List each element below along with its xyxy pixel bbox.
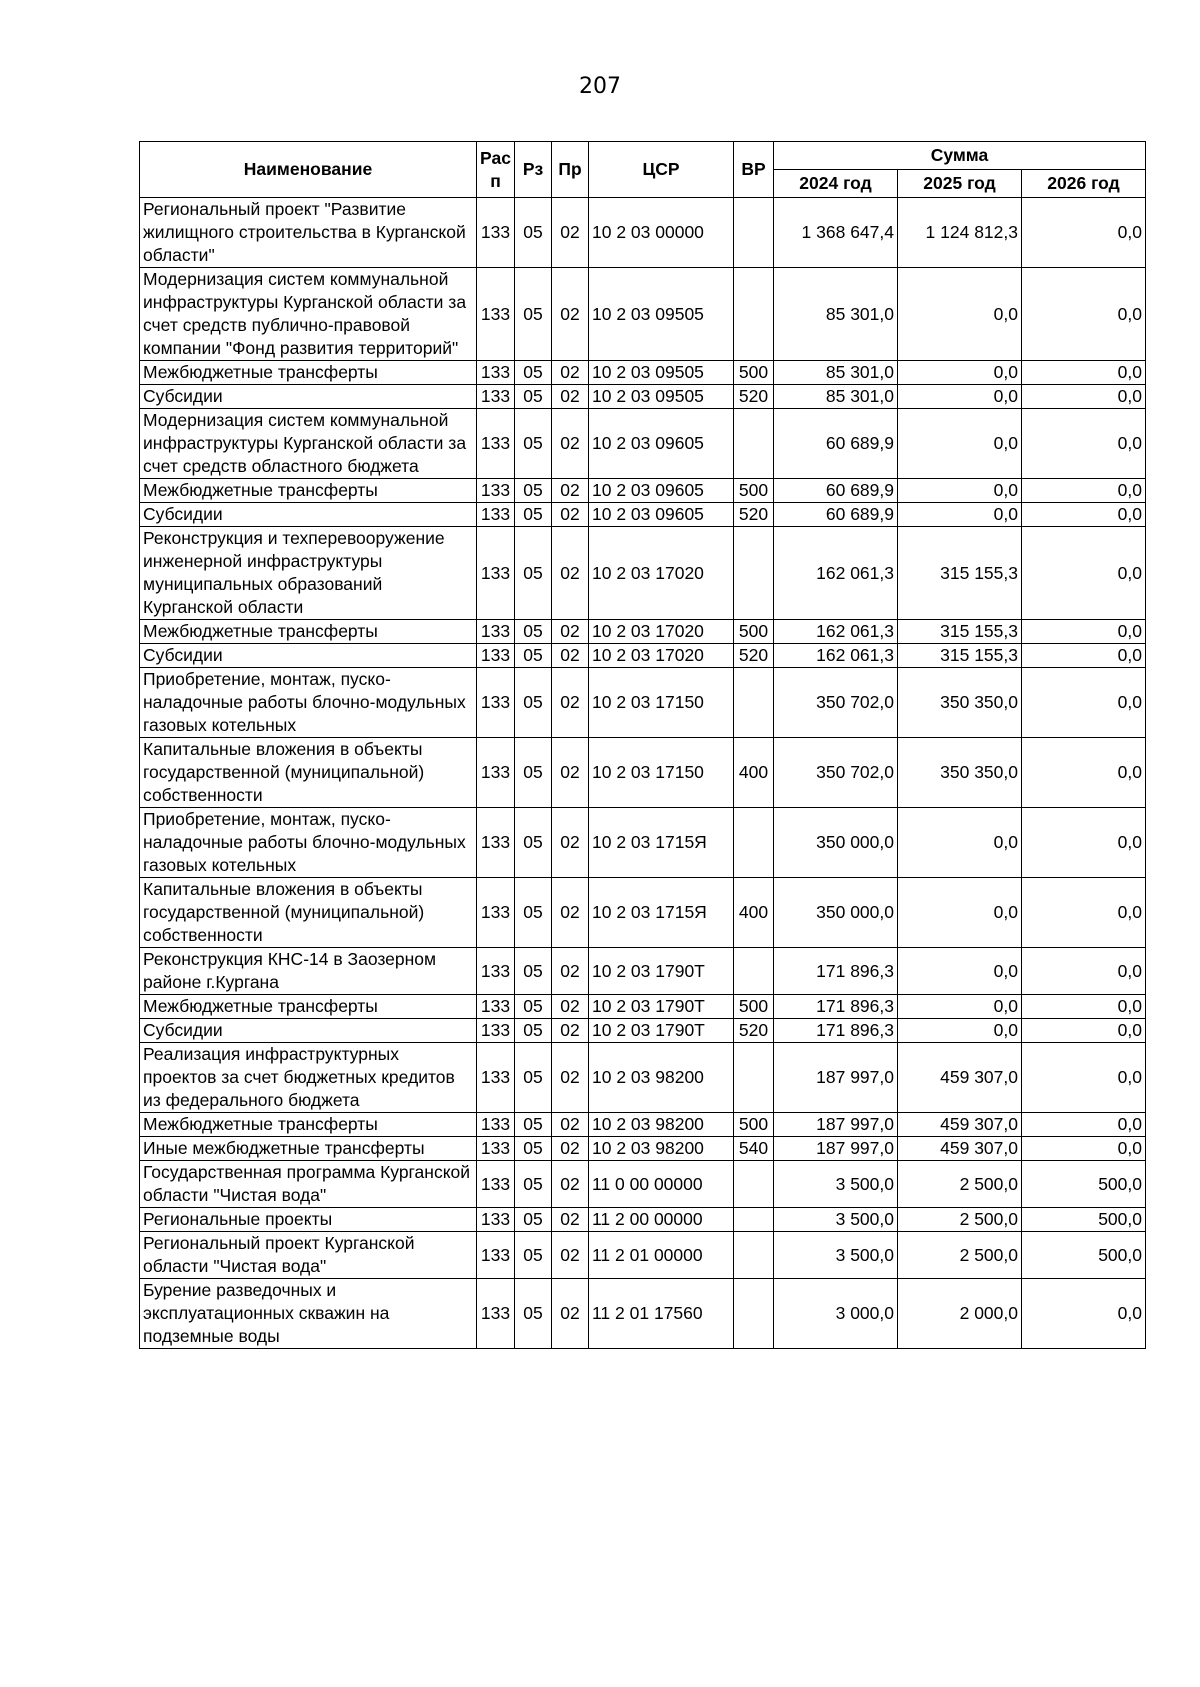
- cell-y2026: 0,0: [1022, 1019, 1146, 1043]
- cell-rz: 05: [515, 1043, 552, 1113]
- cell-csr: 10 2 03 09505: [589, 385, 734, 409]
- cell-y2026: 0,0: [1022, 1137, 1146, 1161]
- cell-vr: [734, 527, 774, 620]
- table-row: [140, 738, 1146, 808]
- cell-csr: 10 2 03 1715Я: [589, 808, 734, 878]
- cell-csr: 10 2 03 09505: [589, 268, 734, 361]
- cell-csr: 10 2 03 17020: [589, 620, 734, 644]
- cell-y2024: 1 368 647,4: [774, 198, 898, 268]
- cell-y2026: 0,0: [1022, 878, 1146, 948]
- table-row: [140, 1019, 1146, 1043]
- cell-vr: [734, 1232, 774, 1279]
- cell-rz: 05: [515, 1019, 552, 1043]
- cell-vr: 540: [734, 1137, 774, 1161]
- cell-pr: 02: [552, 1161, 589, 1208]
- cell-name: Межбюджетные трансферты: [140, 479, 477, 503]
- table-row: [140, 1043, 1146, 1113]
- cell-csr: 11 2 01 00000: [589, 1232, 734, 1279]
- cell-y2026: 500,0: [1022, 1232, 1146, 1279]
- cell-rasp: 133: [477, 1161, 515, 1208]
- cell-rasp: 133: [477, 1137, 515, 1161]
- cell-y2025: 315 155,3: [898, 620, 1022, 644]
- cell-csr: 10 2 03 09605: [589, 479, 734, 503]
- table-row: [140, 644, 1146, 668]
- cell-name: Субсидии: [140, 503, 477, 527]
- header-rasp: Рас п: [477, 142, 515, 198]
- cell-pr: 02: [552, 948, 589, 995]
- cell-name: Бурение разведочных и эксплуатационных скважин на подземные воды: [140, 1279, 477, 1349]
- table-row: [140, 1279, 1146, 1349]
- cell-rasp: 133: [477, 1043, 515, 1113]
- table-row: [140, 1113, 1146, 1137]
- cell-y2024: 3 000,0: [774, 1279, 898, 1349]
- cell-y2026: 0,0: [1022, 1279, 1146, 1349]
- cell-rz: 05: [515, 620, 552, 644]
- cell-y2025: 2 500,0: [898, 1232, 1022, 1279]
- cell-y2026: 0,0: [1022, 409, 1146, 479]
- cell-y2024: 85 301,0: [774, 361, 898, 385]
- cell-rz: 05: [515, 385, 552, 409]
- cell-rz: 05: [515, 808, 552, 878]
- cell-csr: 10 2 03 09605: [589, 503, 734, 527]
- cell-rasp: 133: [477, 1279, 515, 1349]
- cell-csr: 10 2 03 17150: [589, 738, 734, 808]
- cell-y2026: 0,0: [1022, 668, 1146, 738]
- cell-y2024: 350 702,0: [774, 668, 898, 738]
- cell-y2024: 3 500,0: [774, 1161, 898, 1208]
- cell-y2026: 0,0: [1022, 808, 1146, 878]
- header-2024: 2024 год: [774, 170, 898, 198]
- cell-y2024: 187 997,0: [774, 1137, 898, 1161]
- cell-rz: 05: [515, 1137, 552, 1161]
- cell-rasp: 133: [477, 738, 515, 808]
- cell-y2025: 2 500,0: [898, 1161, 1022, 1208]
- cell-vr: 500: [734, 620, 774, 644]
- cell-rasp: 133: [477, 503, 515, 527]
- cell-vr: 520: [734, 644, 774, 668]
- cell-pr: 02: [552, 644, 589, 668]
- cell-y2024: 350 000,0: [774, 878, 898, 948]
- cell-pr: 02: [552, 808, 589, 878]
- cell-y2025: 350 350,0: [898, 668, 1022, 738]
- cell-rz: 05: [515, 668, 552, 738]
- cell-y2026: 0,0: [1022, 198, 1146, 268]
- cell-vr: [734, 1279, 774, 1349]
- cell-csr: 10 2 03 17020: [589, 527, 734, 620]
- cell-y2024: 162 061,3: [774, 644, 898, 668]
- cell-y2024: 3 500,0: [774, 1208, 898, 1232]
- cell-y2026: 0,0: [1022, 268, 1146, 361]
- cell-y2025: 0,0: [898, 1019, 1022, 1043]
- cell-name: Региональные проекты: [140, 1208, 477, 1232]
- cell-rasp: 133: [477, 668, 515, 738]
- cell-rz: 05: [515, 361, 552, 385]
- cell-name: Модернизация систем коммунальной инфраструктуры Курганской области за счет средств областного бюджета: [140, 409, 477, 479]
- cell-pr: 02: [552, 361, 589, 385]
- cell-y2026: 0,0: [1022, 527, 1146, 620]
- table-row: [140, 198, 1146, 268]
- cell-rz: 05: [515, 409, 552, 479]
- cell-name: Модернизация систем коммунальной инфраструктуры Курганской области за счет средств публично-правовой компании "Фонд развития территорий": [140, 268, 477, 361]
- table-row: [140, 1137, 1146, 1161]
- header-2025: 2025 год: [898, 170, 1022, 198]
- cell-y2024: 187 997,0: [774, 1043, 898, 1113]
- cell-csr: 10 2 03 17020: [589, 644, 734, 668]
- cell-rasp: 133: [477, 479, 515, 503]
- cell-y2025: 0,0: [898, 385, 1022, 409]
- header-csr: ЦСР: [589, 142, 734, 198]
- cell-rasp: 133: [477, 198, 515, 268]
- table-row: [140, 668, 1146, 738]
- cell-name: Реконструкция и техперевооружение инженерной инфраструктуры муниципальных образований Курганской области: [140, 527, 477, 620]
- cell-csr: 10 2 03 09605: [589, 409, 734, 479]
- cell-vr: 520: [734, 503, 774, 527]
- cell-pr: 02: [552, 1043, 589, 1113]
- cell-vr: [734, 668, 774, 738]
- header-sum: Сумма: [774, 142, 1146, 170]
- cell-rasp: 133: [477, 948, 515, 995]
- cell-y2024: 60 689,9: [774, 409, 898, 479]
- cell-csr: 10 2 03 1790Т: [589, 995, 734, 1019]
- cell-csr: 10 2 03 1790Т: [589, 948, 734, 995]
- cell-rasp: 133: [477, 1019, 515, 1043]
- header-rz: Рз: [515, 142, 552, 198]
- cell-rasp: 133: [477, 620, 515, 644]
- table-row: [140, 479, 1146, 503]
- cell-rz: 05: [515, 503, 552, 527]
- cell-name: Региональный проект "Развитие жилищного строительства в Курганской области": [140, 198, 477, 268]
- cell-name: Капитальные вложения в объекты государственной (муниципальной) собственности: [140, 738, 477, 808]
- table-row: [140, 385, 1146, 409]
- cell-y2024: 171 896,3: [774, 1019, 898, 1043]
- cell-vr: [734, 198, 774, 268]
- cell-y2026: 0,0: [1022, 620, 1146, 644]
- cell-name: Региональный проект Курганской области "Чистая вода": [140, 1232, 477, 1279]
- cell-rz: 05: [515, 198, 552, 268]
- cell-y2026: 0,0: [1022, 385, 1146, 409]
- cell-y2025: 0,0: [898, 878, 1022, 948]
- cell-y2024: 60 689,9: [774, 479, 898, 503]
- cell-pr: 02: [552, 198, 589, 268]
- cell-vr: 500: [734, 361, 774, 385]
- cell-y2026: 0,0: [1022, 1113, 1146, 1137]
- header-vr: ВР: [734, 142, 774, 198]
- cell-rasp: 133: [477, 385, 515, 409]
- page-number: 207: [579, 74, 621, 99]
- cell-rz: 05: [515, 1232, 552, 1279]
- cell-vr: [734, 1043, 774, 1113]
- cell-rasp: 133: [477, 1232, 515, 1279]
- cell-pr: 02: [552, 878, 589, 948]
- cell-name: Капитальные вложения в объекты государственной (муниципальной) собственности: [140, 878, 477, 948]
- cell-rasp: 133: [477, 808, 515, 878]
- cell-pr: 02: [552, 1232, 589, 1279]
- cell-y2025: 0,0: [898, 808, 1022, 878]
- cell-vr: [734, 1161, 774, 1208]
- cell-pr: 02: [552, 385, 589, 409]
- cell-rasp: 133: [477, 1208, 515, 1232]
- table-row: [140, 948, 1146, 995]
- cell-y2024: 162 061,3: [774, 527, 898, 620]
- table-row: [140, 361, 1146, 385]
- cell-vr: [734, 808, 774, 878]
- header-name: Наименование: [140, 142, 477, 198]
- table-row: [140, 808, 1146, 878]
- cell-csr: 10 2 03 1790Т: [589, 1019, 734, 1043]
- cell-pr: 02: [552, 1279, 589, 1349]
- table-row: [140, 878, 1146, 948]
- cell-rasp: 133: [477, 644, 515, 668]
- cell-y2025: 2 000,0: [898, 1279, 1022, 1349]
- header-2026: 2026 год: [1022, 170, 1146, 198]
- table-row: [140, 268, 1146, 361]
- table-row: [140, 1208, 1146, 1232]
- cell-rasp: 133: [477, 1113, 515, 1137]
- cell-y2026: 0,0: [1022, 1043, 1146, 1113]
- cell-vr: [734, 1208, 774, 1232]
- table-header: [140, 142, 1146, 198]
- cell-name: Реализация инфраструктурных проектов за счет бюджетных кредитов из федерального бюджета: [140, 1043, 477, 1113]
- cell-y2026: 0,0: [1022, 361, 1146, 385]
- cell-y2024: 60 689,9: [774, 503, 898, 527]
- cell-csr: 10 2 03 17150: [589, 668, 734, 738]
- cell-pr: 02: [552, 1137, 589, 1161]
- cell-y2024: 3 500,0: [774, 1232, 898, 1279]
- cell-rz: 05: [515, 738, 552, 808]
- cell-csr: 10 2 03 98200: [589, 1137, 734, 1161]
- cell-name: Приобретение, монтаж, пуско-наладочные работы блочно-модульных газовых котельных: [140, 668, 477, 738]
- cell-y2025: 0,0: [898, 995, 1022, 1019]
- cell-csr: 10 2 03 00000: [589, 198, 734, 268]
- cell-csr: 11 2 00 00000: [589, 1208, 734, 1232]
- cell-pr: 02: [552, 268, 589, 361]
- cell-vr: [734, 948, 774, 995]
- cell-rz: 05: [515, 1161, 552, 1208]
- cell-pr: 02: [552, 479, 589, 503]
- cell-rasp: 133: [477, 268, 515, 361]
- cell-y2024: 171 896,3: [774, 948, 898, 995]
- cell-y2026: 0,0: [1022, 644, 1146, 668]
- cell-vr: 500: [734, 479, 774, 503]
- table-row: [140, 1232, 1146, 1279]
- cell-rz: 05: [515, 644, 552, 668]
- cell-y2026: 0,0: [1022, 995, 1146, 1019]
- cell-y2025: 350 350,0: [898, 738, 1022, 808]
- cell-y2026: 500,0: [1022, 1208, 1146, 1232]
- cell-pr: 02: [552, 527, 589, 620]
- cell-y2025: 459 307,0: [898, 1113, 1022, 1137]
- cell-rz: 05: [515, 1279, 552, 1349]
- cell-y2024: 350 000,0: [774, 808, 898, 878]
- cell-y2025: 0,0: [898, 409, 1022, 479]
- cell-pr: 02: [552, 409, 589, 479]
- cell-pr: 02: [552, 738, 589, 808]
- cell-rz: 05: [515, 1208, 552, 1232]
- cell-y2025: 315 155,3: [898, 527, 1022, 620]
- cell-vr: 400: [734, 878, 774, 948]
- cell-name: Субсидии: [140, 385, 477, 409]
- cell-y2024: 162 061,3: [774, 620, 898, 644]
- cell-y2024: 171 896,3: [774, 995, 898, 1019]
- cell-pr: 02: [552, 1208, 589, 1232]
- cell-y2025: 315 155,3: [898, 644, 1022, 668]
- cell-y2025: 0,0: [898, 479, 1022, 503]
- cell-rz: 05: [515, 268, 552, 361]
- table-row: [140, 620, 1146, 644]
- cell-rasp: 133: [477, 527, 515, 620]
- cell-rz: 05: [515, 878, 552, 948]
- cell-name: Субсидии: [140, 644, 477, 668]
- cell-csr: 10 2 03 09505: [589, 361, 734, 385]
- cell-y2026: 0,0: [1022, 503, 1146, 527]
- cell-name: Реконструкция КНС-14 в Заозерном районе г.Кургана: [140, 948, 477, 995]
- table-row: [140, 1161, 1146, 1208]
- cell-rasp: 133: [477, 995, 515, 1019]
- cell-name: Приобретение, монтаж, пуско-наладочные работы блочно-модульных газовых котельных: [140, 808, 477, 878]
- cell-rz: 05: [515, 948, 552, 995]
- cell-y2025: 1 124 812,3: [898, 198, 1022, 268]
- cell-rz: 05: [515, 995, 552, 1019]
- table-row: [140, 527, 1146, 620]
- cell-y2025: 0,0: [898, 268, 1022, 361]
- cell-name: Иные межбюджетные трансферты: [140, 1137, 477, 1161]
- cell-y2025: 459 307,0: [898, 1043, 1022, 1113]
- cell-pr: 02: [552, 620, 589, 644]
- cell-pr: 02: [552, 503, 589, 527]
- cell-csr: 10 2 03 98200: [589, 1043, 734, 1113]
- cell-name: Межбюджетные трансферты: [140, 1113, 477, 1137]
- cell-name: Государственная программа Курганской области "Чистая вода": [140, 1161, 477, 1208]
- budget-table: [139, 141, 1146, 1349]
- cell-y2024: 85 301,0: [774, 268, 898, 361]
- cell-csr: 10 2 03 98200: [589, 1113, 734, 1137]
- cell-name: Межбюджетные трансферты: [140, 620, 477, 644]
- cell-csr: 11 0 00 00000: [589, 1161, 734, 1208]
- cell-rasp: 133: [477, 878, 515, 948]
- cell-y2025: 459 307,0: [898, 1137, 1022, 1161]
- cell-rz: 05: [515, 479, 552, 503]
- cell-y2025: 2 500,0: [898, 1208, 1022, 1232]
- cell-vr: 520: [734, 1019, 774, 1043]
- cell-y2024: 350 702,0: [774, 738, 898, 808]
- cell-y2026: 500,0: [1022, 1161, 1146, 1208]
- cell-y2025: 0,0: [898, 948, 1022, 995]
- table-row: [140, 409, 1146, 479]
- cell-y2026: 0,0: [1022, 479, 1146, 503]
- cell-y2024: 187 997,0: [774, 1113, 898, 1137]
- cell-rasp: 133: [477, 361, 515, 385]
- table-row: [140, 995, 1146, 1019]
- cell-pr: 02: [552, 1113, 589, 1137]
- cell-vr: 520: [734, 385, 774, 409]
- cell-name: Межбюджетные трансферты: [140, 995, 477, 1019]
- cell-name: Межбюджетные трансферты: [140, 361, 477, 385]
- cell-vr: 400: [734, 738, 774, 808]
- cell-rasp: 133: [477, 409, 515, 479]
- cell-y2026: 0,0: [1022, 948, 1146, 995]
- cell-pr: 02: [552, 1019, 589, 1043]
- cell-pr: 02: [552, 668, 589, 738]
- cell-vr: 500: [734, 1113, 774, 1137]
- cell-csr: 11 2 01 17560: [589, 1279, 734, 1349]
- cell-rz: 05: [515, 527, 552, 620]
- cell-y2025: 0,0: [898, 503, 1022, 527]
- cell-csr: 10 2 03 1715Я: [589, 878, 734, 948]
- cell-y2026: 0,0: [1022, 738, 1146, 808]
- cell-pr: 02: [552, 995, 589, 1019]
- table-body: [140, 198, 1146, 1349]
- header-pr: Пр: [552, 142, 589, 198]
- cell-y2024: 85 301,0: [774, 385, 898, 409]
- cell-vr: [734, 268, 774, 361]
- cell-vr: [734, 409, 774, 479]
- cell-y2025: 0,0: [898, 361, 1022, 385]
- cell-rz: 05: [515, 1113, 552, 1137]
- cell-name: Субсидии: [140, 1019, 477, 1043]
- cell-vr: 500: [734, 995, 774, 1019]
- table-row: [140, 503, 1146, 527]
